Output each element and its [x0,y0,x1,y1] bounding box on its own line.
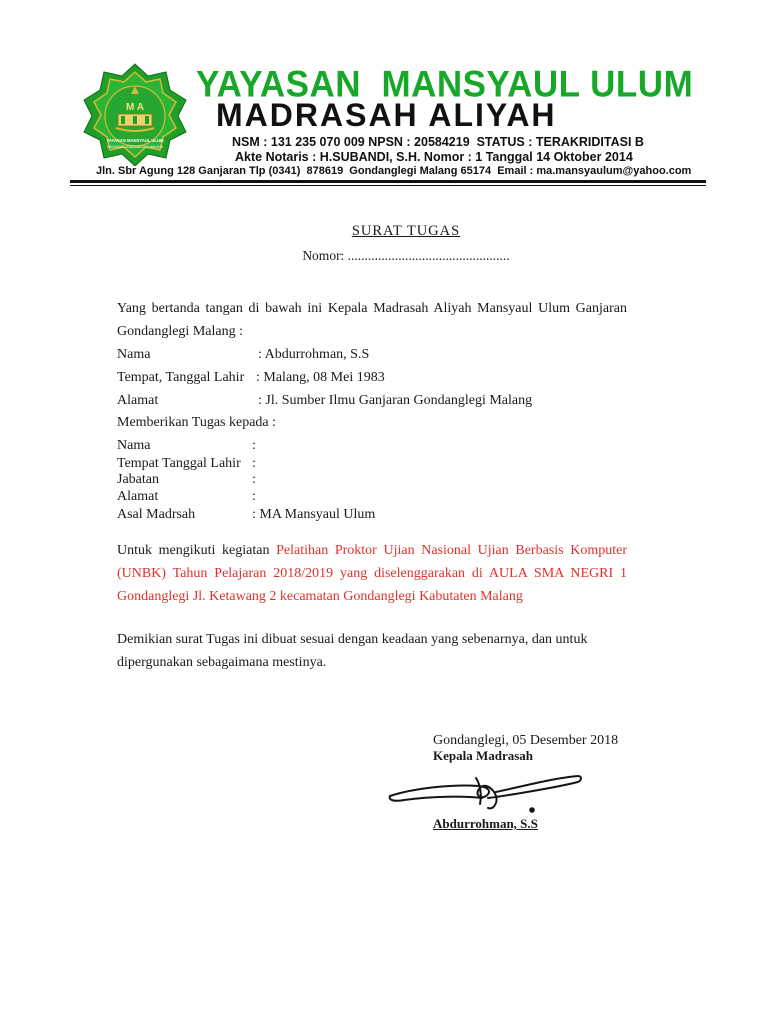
document-title: SURAT TUGAS [351,223,461,239]
school-name: MADRASAH ALIYAH [216,97,557,133]
assignee-name-value: : [252,438,256,453]
closing-line-2: dipergunakan sebagaimana mestinya. [117,655,327,670]
purpose-lead: Untuk mengikuti kegiatan [117,543,270,558]
signatory-name: Abdurrohman, S.S [433,816,538,831]
document-number: Nomor: ................................................ [302,248,510,263]
assignee-school-value: : MA Mansyaul Ulum [252,507,376,522]
assignee-name-label: Nama [117,438,151,453]
signer-birth-label: Tempat, Tanggal Lahir [117,370,245,385]
registration-line: NSM : 131 235 070 009 NPSN : 20584219 STATUS : TERAKRIDITASI B [232,135,644,149]
logo-emblem-icon [84,64,186,166]
signature-icon [390,776,581,812]
signer-address-value: : Jl. Sumber Ilmu Ganjaran Gondanglegi Malang [258,393,533,408]
signer-birth-value: : Malang, 08 Mei 1983 [256,370,385,385]
logo-initials: M A [126,102,144,113]
assignee-birth-value: : [252,456,256,471]
assignee-address-value: : [252,489,256,504]
assignee-school-label: Asal Madrsah [117,507,196,522]
letterhead-divider [70,180,706,183]
signer-name-label: Nama [117,347,151,362]
logo-caption-2: GANJARAN GONDANGLEGI MALANG [106,145,164,149]
madrasah-logo [80,62,190,166]
notary-line: Akte Notaris : H.SUBANDI, S.H. Nomor : 1 Tanggal 14 Oktober 2014 [235,150,633,164]
logo-caption-1: YAYASAN MANSYAUL ULUM [106,138,164,143]
closing-line-1: Demikian surat Tugas ini dibuat sesuai dengan keadaan yang sebenarnya, dan untuk [117,632,588,647]
letterhead-divider-thin [70,185,706,186]
signer-address-label: Alamat [117,393,159,408]
opening-paragraph: Yang bertanda tangan di bawah ini Kepala Madrasah Aliyah Mansyaul Ulum Ganjaran Gondanglegi Malang : [117,301,627,339]
address-line: Jln. Sbr Agung 128 Ganjaran Tlp (0341) 878619 Gondanglegi Malang 65174 Email : ma.mansyaulum@yahoo.com [96,165,692,177]
foundation-name: YAYASAN MANSYAUL ULUM [196,64,694,105]
signatory-position: Kepala Madrasah [433,748,534,763]
assignee-position-label: Jabatan [117,472,159,487]
assignee-position-value: : [252,472,256,487]
assignment-intro: Memberikan Tugas kepada : [117,415,277,430]
purpose-event: Pelatihan Proktor Ujian Nasional Ujian Berbasis Komputer (UNBK) Tahun Pelajaran 2018/2019 yang diselenggarakan di AULA SMA NEGRI 1 Gondanglegi Jl. Ketawang 2 kecamatan Gondanglegi Kabutaten Malang [117,543,627,604]
signer-name-value: : Abdurrohman, S.S [258,347,370,362]
assignee-birth-label: Tempat Tanggal Lahir [117,456,241,471]
assignee-address-label: Alamat [117,489,159,504]
place-date: Gondanglegi, 05 Desember 2018 [433,733,619,748]
purpose-paragraph [117,539,627,608]
